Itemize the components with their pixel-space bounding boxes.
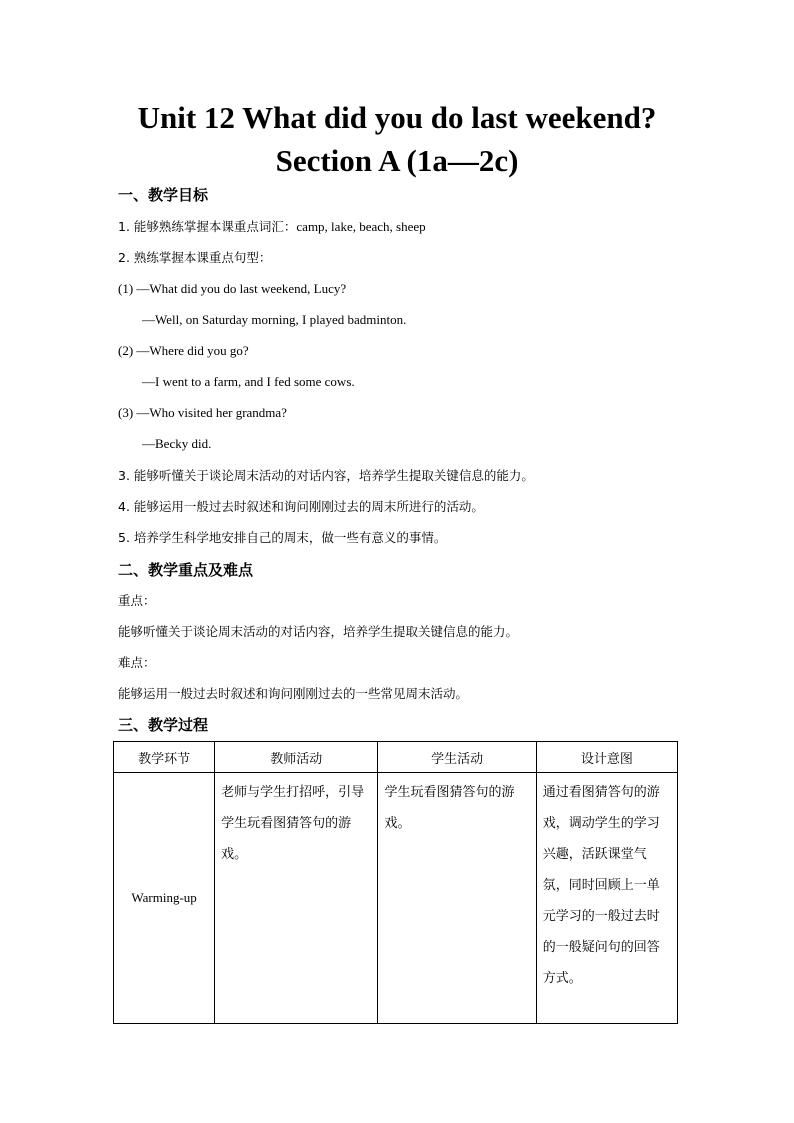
- teacher-activity-cell: [215, 773, 378, 1024]
- focus-heading: 二、教学重点及难点: [118, 561, 254, 579]
- objective-item-2: 2. 熟练掌握本课重点句型：: [118, 250, 272, 265]
- column-header: 教师活动: [215, 742, 378, 773]
- objective-item-1-text: 1. 能够熟练掌握本课重点词汇：: [118, 219, 297, 234]
- key-point-label: 重点：: [118, 593, 156, 608]
- student-activity-text: 学生玩看图猜答句的游戏。: [384, 785, 515, 831]
- objective-item-3: 3. 能够听懂关于谈论周末活动的对话内容，培养学生提取关键信息的能力。: [118, 468, 534, 483]
- objective-item-1: [118, 218, 426, 236]
- key-words: camp, lake, beach, sheep: [296, 219, 426, 234]
- table-header-row: [114, 742, 678, 773]
- dialogue-question-3: (3) —Who visited her grandma?: [118, 405, 287, 420]
- student-activity-cell: [378, 773, 536, 1024]
- stage-cell: Warming-up: [114, 773, 215, 1024]
- difficult-point-text: 能够运用一般过去时叙述和询问刚刚过去的一些常见周末活动。: [118, 686, 469, 701]
- dialogue-answer-2: —I went to a farm, and I fed some cows.: [142, 374, 355, 389]
- teacher-activity-text: 老师与学生打招呼，引导学生玩看图猜答句的游戏。: [221, 785, 365, 862]
- dialogue-answer-1: —Well, on Saturday morning, I played badminton.: [142, 312, 407, 327]
- doc-title: Unit 12 What did you do last weekend?: [137, 100, 657, 135]
- dialogue-question-1: (1) —What did you do last weekend, Lucy?: [118, 281, 347, 296]
- objective-item-4: 4. 能够运用一般过去时叙述和询问刚刚过去的周末所进行的活动。: [118, 499, 484, 514]
- column-header: 教学环节: [114, 742, 215, 773]
- column-header: 设计意图: [536, 742, 677, 773]
- table-row: [114, 773, 678, 1024]
- key-point-text: 能够听懂关于谈论周末活动的对话内容，培养学生提取关键信息的能力。: [118, 624, 519, 639]
- design-intent-text: 通过看图猜答句的游戏，调动学生的学习兴趣，活跃课堂气氛，同时回顾上一单元学习的一般过去时的一般疑问句的回答方式。: [542, 785, 660, 986]
- doc-subtitle: Section A (1a—2c): [275, 143, 519, 178]
- dialogue-question-2: (2) —Where did you go?: [118, 343, 249, 358]
- process-table: [113, 741, 678, 1024]
- dialogue-answer-3: —Becky did.: [142, 436, 212, 451]
- design-intent-cell: [536, 773, 677, 1024]
- process-heading: 三、教学过程: [118, 716, 209, 734]
- objectives-heading: 一、教学目标: [118, 186, 209, 204]
- objective-item-5: 5. 培养学生科学地安排自己的周末，做一些有意义的事情。: [118, 530, 447, 545]
- column-header: 学生活动: [378, 742, 536, 773]
- difficult-point-label: 难点：: [118, 655, 156, 670]
